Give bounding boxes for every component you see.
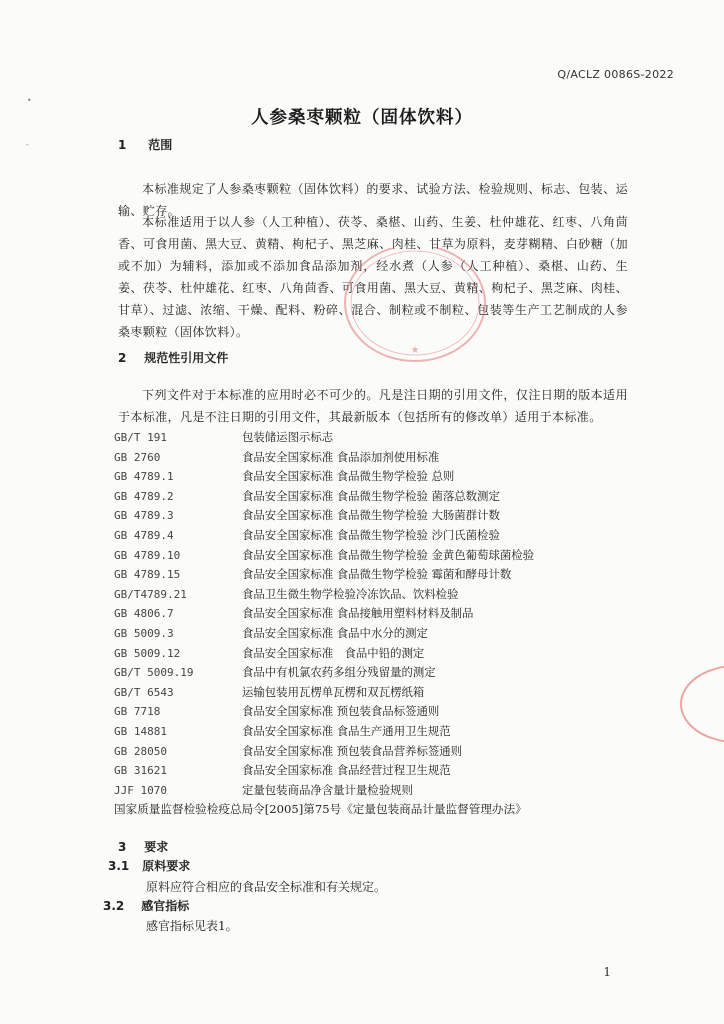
section-number: 3.1 xyxy=(108,859,130,873)
reference-code: GB 4789.10 xyxy=(114,548,181,562)
section-number: 3 xyxy=(118,840,127,854)
reference-row xyxy=(114,742,634,762)
scan-speck: • xyxy=(27,96,32,105)
company-seal-stamp xyxy=(340,248,490,378)
reference-title: 食品安全国家标准 食品微生物学检验 沙门氏菌检验 xyxy=(242,527,500,542)
reference-code: GB 2760 xyxy=(114,450,161,464)
reference-code: GB 4789.3 xyxy=(114,509,174,523)
raw-material-requirement: 原料应符合相应的食品安全标准和有关规定。 xyxy=(146,880,387,894)
reference-title: 食品安全国家标准 食品接触用塑料材料及制品 xyxy=(242,606,474,621)
reference-code: GB 4789.15 xyxy=(114,568,181,582)
reference-code: GB/T4789.21 xyxy=(114,587,187,601)
normative-intro: 下列文件对于本标准的应用时必不可少的。凡是注日期的引用文件，仅注日期的版本适用于本标准，凡是不注日期的引用文件，其最新版本（包括所有的修改单）适用于本标准。 xyxy=(118,388,628,424)
reference-row xyxy=(114,506,634,526)
page-number: 1 xyxy=(603,965,611,979)
reference-row xyxy=(114,663,634,683)
section-label: 原料要求 xyxy=(142,859,191,873)
reference-code: GB 14881 xyxy=(114,724,167,738)
reference-title: 食品卫生微生物学检验冷冻饮品、饮料检验 xyxy=(242,586,459,601)
reference-row xyxy=(114,644,634,664)
reference-code: GB/T 191 xyxy=(114,431,167,444)
section-3-heading xyxy=(118,838,168,855)
section-1-heading xyxy=(118,136,172,153)
section-3-1-heading xyxy=(108,857,190,874)
reference-row xyxy=(114,487,634,507)
reference-code: GB 28050 xyxy=(114,744,167,758)
reference-row xyxy=(114,624,634,644)
reference-code: GB 4806.7 xyxy=(114,607,174,621)
reference-row xyxy=(114,683,634,703)
reference-row xyxy=(114,565,634,585)
sensory-requirement: 感官指标见表1。 xyxy=(146,919,238,933)
reference-row xyxy=(114,467,634,487)
reference-code: GB 4789.1 xyxy=(114,470,174,484)
section-number: 2 xyxy=(118,351,127,365)
reference-title: 食品安全国家标准 食品中水分的测定 xyxy=(242,625,428,640)
reference-code: GB 31621 xyxy=(114,764,167,778)
reference-title: 食品安全国家标准 预包装食品营养标签通则 xyxy=(242,743,463,758)
section-number: 1 xyxy=(118,138,127,152)
reference-row xyxy=(114,761,634,781)
section-number: 3.2 xyxy=(103,899,125,913)
reference-code: GB 4789.2 xyxy=(114,489,174,503)
reference-title: 食品安全国家标准 食品微生物学检验 大肠菌群计数 xyxy=(242,508,500,523)
reference-title: 包装储运图示标志 xyxy=(242,430,334,444)
reference-row xyxy=(114,546,634,566)
reference-row xyxy=(114,526,634,546)
reference-code: JJF 1070 xyxy=(114,783,167,797)
document-code: Q/ACLZ 0086S-2022 xyxy=(557,68,674,81)
reference-row xyxy=(114,448,634,468)
reference-title: 食品安全国家标准 食品微生物学检验 菌落总数测定 xyxy=(242,488,500,503)
reference-title: 食品安全国家标准 食品生产通用卫生规范 xyxy=(242,723,451,738)
scope-paragraph-1: 本标准规定了人参桑枣颗粒（固体饮料）的要求、试验方法、检验规则、标志、包装、运输、贮存。 xyxy=(118,182,628,218)
section-2-heading xyxy=(118,349,228,366)
reference-code: GB 5009.12 xyxy=(114,646,181,660)
scope-paragraph-2: 本标准适用于以人参（人工种植）、茯苓、桑椹、山药、生姜、杜仲雄花、红枣、八角茴香、可食用菌、黑大豆、黄精、枸杞子、黑芝麻、肉桂、甘草为原料，麦芽糊精、白砂糖（加或不加）为辅料，添加或不添加食品添加剂，经水煮（人参（人工种植）、桑椹、山药、生姜、茯苓、杜仲雄花、红枣、八角茴香、可食用菌、黑大豆、黄精、枸杞子、黑芝麻、肉桂、甘草）、过滤、浓缩、干燥、配料、粉碎、混合、制粒或不制粒、包装等生产工艺制成的人参桑枣颗粒（固体饮料）。 xyxy=(118,215,628,339)
reference-code: GB 5009.3 xyxy=(114,626,174,640)
reference-row xyxy=(114,781,634,801)
reference-title: 食品安全国家标准 食品添加剂使用标准 xyxy=(242,449,440,464)
reference-title: 定量包装商品净含量计量检验规则 xyxy=(242,782,413,797)
edge-seal-stamp xyxy=(676,664,724,744)
section-3-2-heading xyxy=(103,897,189,914)
reference-title: 食品安全国家标准 食品中铅的测定 xyxy=(242,645,425,660)
regulation-order-reference: 国家质量监督检验检疫总局令[2005]第75号《定量包装商品计量监督管理办法》 xyxy=(114,802,527,816)
reference-title: 运输包装用瓦楞单瓦楞和双瓦楞纸箱 xyxy=(242,684,425,699)
section-label: 规范性引用文件 xyxy=(144,351,229,365)
reference-code: GB/T 6543 xyxy=(114,685,174,699)
reference-title: 食品中有机氯农药多组分残留量的测定 xyxy=(242,665,436,680)
svg-text:★: ★ xyxy=(410,345,420,356)
reference-title: 食品安全国家标准 食品微生物学检验 总则 xyxy=(242,469,455,484)
scan-speck: - xyxy=(26,140,29,149)
reference-title: 食品安全国家标准 预包装食品标签通则 xyxy=(242,704,440,719)
reference-row xyxy=(114,722,634,742)
reference-row xyxy=(114,428,634,448)
document-title: 人参桑枣颗粒（固体饮料） xyxy=(251,108,473,128)
reference-list xyxy=(114,428,634,800)
reference-title: 食品安全国家标准 食品微生物学检验 金黄色葡萄球菌检验 xyxy=(242,547,535,562)
reference-code: GB 7718 xyxy=(114,705,161,719)
section-label: 感官指标 xyxy=(141,899,190,913)
reference-code: GB/T 5009.19 xyxy=(114,666,194,680)
section-label: 范围 xyxy=(148,138,173,152)
section-label: 要求 xyxy=(144,840,169,854)
reference-row xyxy=(114,604,634,624)
reference-row xyxy=(114,585,634,605)
reference-title: 食品安全国家标准 食品微生物学检验 霉菌和酵母计数 xyxy=(242,567,512,582)
reference-title: 食品安全国家标准 食品经营过程卫生规范 xyxy=(242,763,451,778)
reference-code: GB 4789.4 xyxy=(114,528,174,542)
reference-row xyxy=(114,702,634,722)
